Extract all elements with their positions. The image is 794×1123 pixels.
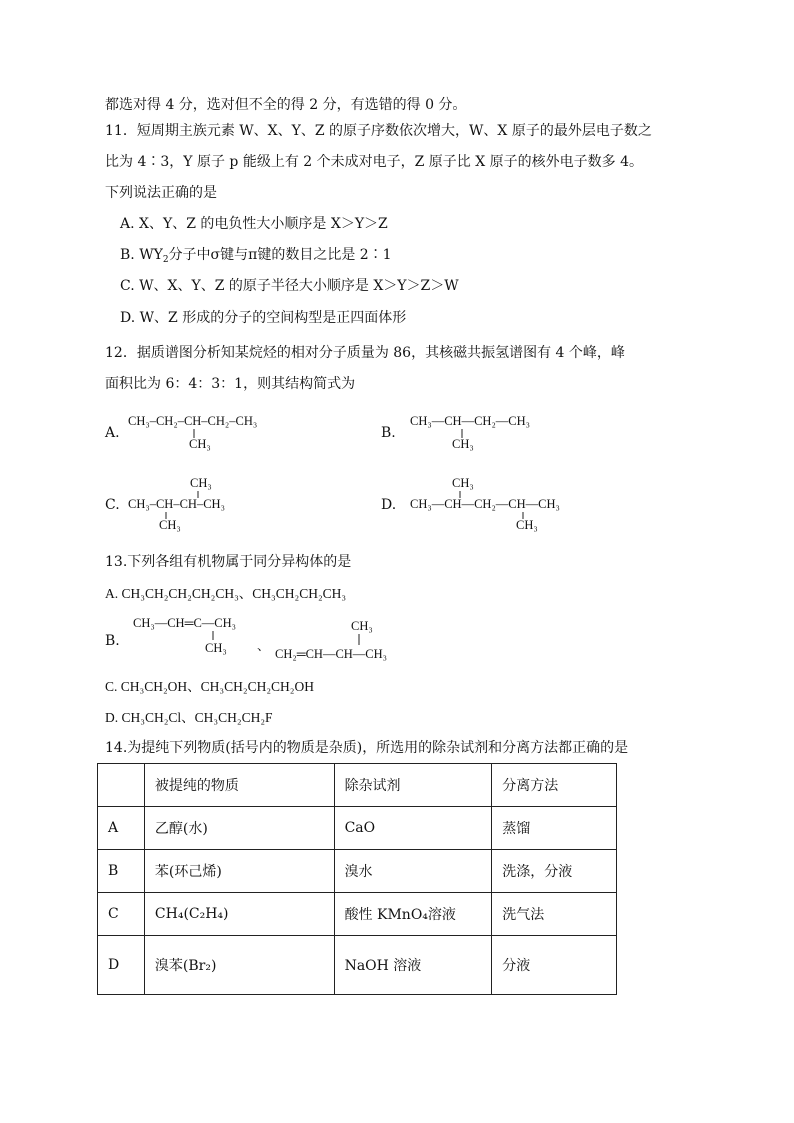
q12-label-a: A. xyxy=(105,425,120,441)
q13-b-right-main: CH₂═CH—CH—CH₃ xyxy=(275,647,388,661)
table-cell: 酸性 KMnO₄溶液 xyxy=(334,893,492,936)
q14-table xyxy=(97,763,617,995)
table-cell: 苯(环己烯) xyxy=(144,850,334,893)
table-cell: D xyxy=(98,936,145,995)
table-cell: 溴水 xyxy=(334,850,492,893)
table-cell: A xyxy=(98,807,145,850)
q11-option-c: C. W、X、Y、Z 的原子半径大小顺序是 X＞Y＞Z＞W xyxy=(120,278,459,294)
q11-stem-line3: 下列说法正确的是 xyxy=(105,185,217,201)
q13-option-b-structures xyxy=(133,612,423,668)
q11-option-b-pre: B. WY xyxy=(120,247,163,263)
table-cell: 分液 xyxy=(492,936,617,995)
table-cell: 溴苯(Br₂) xyxy=(144,936,334,995)
table-row xyxy=(98,936,617,995)
table-cell: NaOH 溶液 xyxy=(334,936,492,995)
q11-stem-line2: 比为 4∶3，Y 原子 p 能级上有 2 个未成对电子，Z 原子比 X 原子的核外电子数多 4。 xyxy=(105,154,644,170)
q12-structure-d xyxy=(410,472,600,534)
table-header-cell: 除杂试剂 xyxy=(334,764,492,807)
q13-b-left-branch: CH₃ xyxy=(205,641,227,655)
q13-option-c: C. CH₃CH₂OH、CH₃CH₂CH₂CH₂OH xyxy=(105,679,315,694)
q12-c-bottom: CH₃ xyxy=(159,518,181,532)
q12-d-bottom: CH₃ xyxy=(516,518,538,532)
table-header-row xyxy=(98,764,617,807)
q12-label-d: D. xyxy=(381,497,397,513)
table-cell: 蒸馏 xyxy=(492,807,617,850)
q11-option-b xyxy=(120,245,392,270)
table-cell: 洗涤，分液 xyxy=(492,850,617,893)
q13-option-b-label: B. xyxy=(105,633,120,649)
q14-stem: 14.为提纯下列物质(括号内的物质是杂质)，所选用的除杂试剂和分离方法都正确的是 xyxy=(105,740,629,756)
q12-structure-c xyxy=(128,472,258,534)
table-header-cell: 分离方法 xyxy=(492,764,617,807)
intro-line: 都选对得 4 分，选对但不全的得 2 分，有选错的得 0 分。 xyxy=(105,97,467,113)
q12-d-main: CH₃—CH—CH₂—CH—CH₃ xyxy=(410,497,560,511)
table-row xyxy=(98,850,617,893)
q12-a-branch: CH₃ xyxy=(189,437,211,451)
q12-structure-b xyxy=(410,410,570,452)
q11-option-a: A. X、Y、Z 的电负性大小顺序是 X＞Y＞Z xyxy=(120,216,388,232)
table-row xyxy=(98,807,617,850)
table-header-cell: 被提纯的物质 xyxy=(144,764,334,807)
q13-b-left-main: CH₃—CH═C—CH₃ xyxy=(133,616,237,630)
q12-a-main: CH₃–CH₂–CH–CH₂–CH₃ xyxy=(128,414,258,428)
q13-option-d: D. CH₃CH₂Cl、CH₃CH₂CH₂F xyxy=(105,710,273,725)
table-cell: CH₄(C₂H₄) xyxy=(144,893,334,936)
q12-b-main: CH₃—CH—CH₂—CH₃ xyxy=(410,414,531,428)
q13-option-a: A. CH₃CH₂CH₂CH₂CH₃、CH₃CH₂CH₂CH₃ xyxy=(105,586,347,601)
q11-option-d: D. W、Z 形成的分子的空间构型是正四面体形 xyxy=(120,310,407,326)
q12-structure-a xyxy=(128,410,288,452)
table-header-cell xyxy=(98,764,145,807)
q11-option-b-post: 分子中σ键与π键的数目之比是 2∶1 xyxy=(168,247,392,263)
table-cell: 乙醇(水) xyxy=(144,807,334,850)
q12-c-top: CH₃ xyxy=(190,476,212,490)
q12-stem-line2: 面积比为 6：4：3：1，则其结构简式为 xyxy=(105,376,356,392)
q13-stem: 13.下列各组有机物属于同分异构体的是 xyxy=(105,554,352,570)
q12-c-main: CH₃–CH–CH–CH₃ xyxy=(128,497,225,511)
q12-label-b: B. xyxy=(381,425,396,441)
q11-option-b-sub: 2 xyxy=(162,255,169,265)
q11-stem-line1: 11．短周期主族元素 W、X、Y、Z 的原子序数依次增大，W、X 原子的最外层电子数之 xyxy=(105,123,652,139)
q12-stem-line1: 12．据质谱图分析知某烷烃的相对分子质量为 86，其核磁共振氢谱图有 4 个峰，峰 xyxy=(105,345,625,361)
table-cell: 洗气法 xyxy=(492,893,617,936)
q13-b-right-top: CH₃ xyxy=(351,619,373,633)
table-cell: B xyxy=(98,850,145,893)
table-row xyxy=(98,893,617,936)
table-cell: C xyxy=(98,893,145,936)
q12-b-branch: CH₃ xyxy=(452,437,474,451)
q12-label-c: C. xyxy=(105,497,120,513)
q13-b-separator: 、 xyxy=(257,639,270,653)
table-cell: CaO xyxy=(334,807,492,850)
q12-d-top: CH₃ xyxy=(452,476,474,490)
